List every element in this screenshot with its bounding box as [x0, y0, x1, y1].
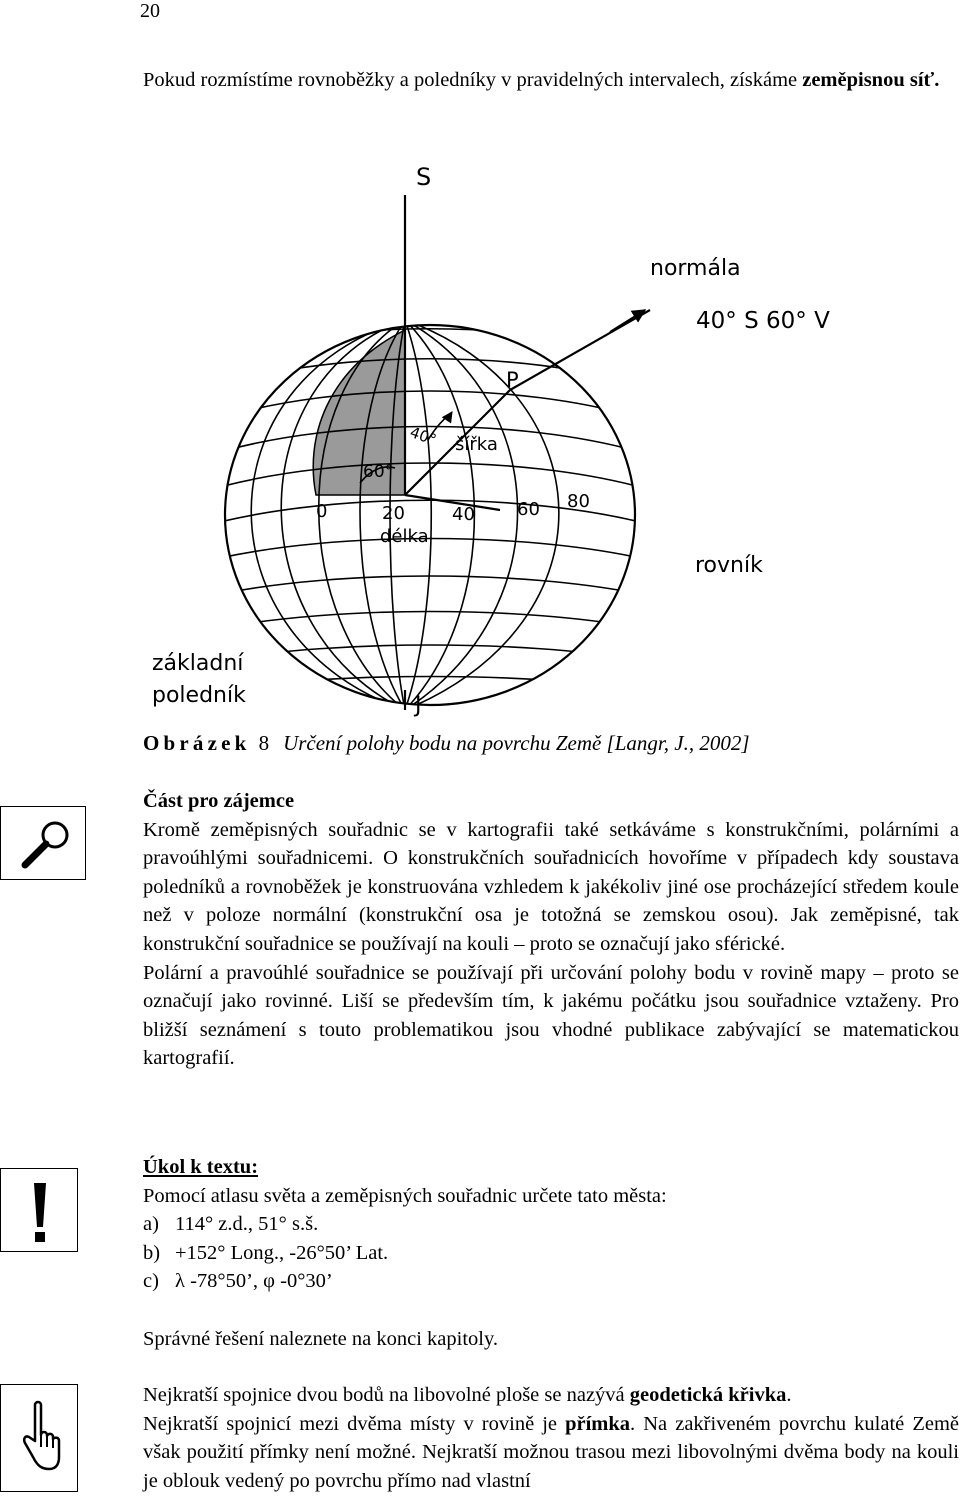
caption-number: 8: [258, 731, 270, 755]
caption-label: Obrázek: [143, 731, 251, 755]
intro-bold-term: zeměpisnou síť.: [802, 69, 940, 91]
solution-note: Správné řešení naleznete na konci kapitoly.: [143, 1328, 499, 1350]
intro-paragraph: [143, 66, 959, 95]
task-intro: Pomocí atlasu světa a zeměpisných souřadnic určete tato města:: [143, 1184, 667, 1207]
label-prime-meridian-2: poledník: [152, 683, 246, 708]
exclamation-icon: [1, 1169, 77, 1251]
term-geodesic-curve: geodetická křivka: [629, 1384, 787, 1406]
section3-text-3: Nejkratší spojnicí mezi dvěma místy v rovině je: [143, 1412, 566, 1435]
label-north: S: [416, 163, 432, 191]
intro-text: Pokud rozmístíme rovnoběžky a poledníky v pravidelných intervalech, získáme: [143, 69, 803, 91]
label-point: P: [506, 368, 519, 392]
tick-40: 40: [452, 504, 475, 525]
figure-caption: [143, 731, 750, 756]
section3-text-2: .: [786, 1384, 792, 1406]
section1-paragraph-1: Kromě zeměpisných souřadnic se v kartografii také setkáváme s konstrukčními, polárními a pravoúhlými souřadnicemi. O konstrukčních souřadnicích hovoříme v případech kdy soustava poledníků a rovnoběžek je konstruována vzhledem k jakékoliv jiné ose procházející středem koule než v poloze normální (konstrukční osa je totožná se zemskou osou). Jak zeměpisné, tak konstrukční souřadnice se používají na kouli – proto se označují jako sférické.: [143, 818, 959, 955]
section3-text-4: . Na zakřiveném povrchu kulaté Země však použití přímky není možné. Nejkratší možnou trasou mezi libovolnými dvěma body na kouli je oblouk vedený po povrchu přímo nad vlastní: [143, 1412, 959, 1492]
geodesic-paragraph: [143, 1381, 959, 1495]
section1-paragraph-2: Polární a pravoúhlé souřadnice se používají při určování polohy bodu v rovině mapy – proto se označují jako rovinné. Liší se především tím, k jakému počátku jsou souřadnice vztaženy. Pro bližší seznámení s touto problematikou jsou vhodné publikace zabývající se matematickou kartografií.: [143, 961, 959, 1070]
label-lon-angle: 60°: [363, 462, 394, 482]
pointing-hand-icon-box: [0, 1384, 78, 1492]
task-item-b: b) +152° Long., -26°50’ Lat.: [143, 1241, 389, 1264]
label-coords: 40° S 60° V: [696, 308, 830, 334]
globe-figure: [140, 150, 830, 725]
tick-20: 20: [382, 503, 405, 524]
task-item-a: a) 114° z.d., 51° s.š.: [143, 1213, 319, 1236]
label-prime-meridian-1: základní: [152, 651, 244, 676]
term-line: přímka: [565, 1412, 631, 1435]
tick-0: 0: [316, 501, 328, 522]
caption-text: Určení polohy bodu na povrchu Země [Langr, J., 2002]: [283, 731, 750, 755]
section3-text-1: Nejkratší spojnice dvou bodů na libovolné ploše se nazývá: [143, 1384, 630, 1406]
tick-80: 80: [567, 491, 590, 512]
task-item-c: c) λ -78°50’, φ -0°30’: [143, 1270, 333, 1293]
normal-arrow: [610, 310, 645, 332]
label-lat-word: šířka: [455, 434, 498, 455]
label-lat-angle: 40°: [407, 423, 439, 450]
label-lon-word: délka: [380, 526, 429, 547]
section-for-interested: [143, 787, 959, 1073]
task-block: [143, 1153, 959, 1296]
label-south: J: [415, 693, 422, 718]
label-normal: normála: [650, 256, 741, 281]
page-number: 20: [140, 0, 160, 22]
tick-60: 60: [517, 499, 540, 520]
section1-heading: Část pro zájemce: [143, 790, 295, 812]
magnifier-icon: [1, 807, 85, 879]
magnifier-icon-box: [0, 806, 86, 880]
graticule: [220, 320, 640, 710]
exclamation-icon-box: [0, 1168, 78, 1252]
pointing-hand-icon: [1, 1385, 77, 1491]
label-equator: rovník: [695, 553, 763, 578]
task-heading: Úkol k textu:: [143, 1156, 259, 1178]
globe-outline: [225, 325, 635, 705]
